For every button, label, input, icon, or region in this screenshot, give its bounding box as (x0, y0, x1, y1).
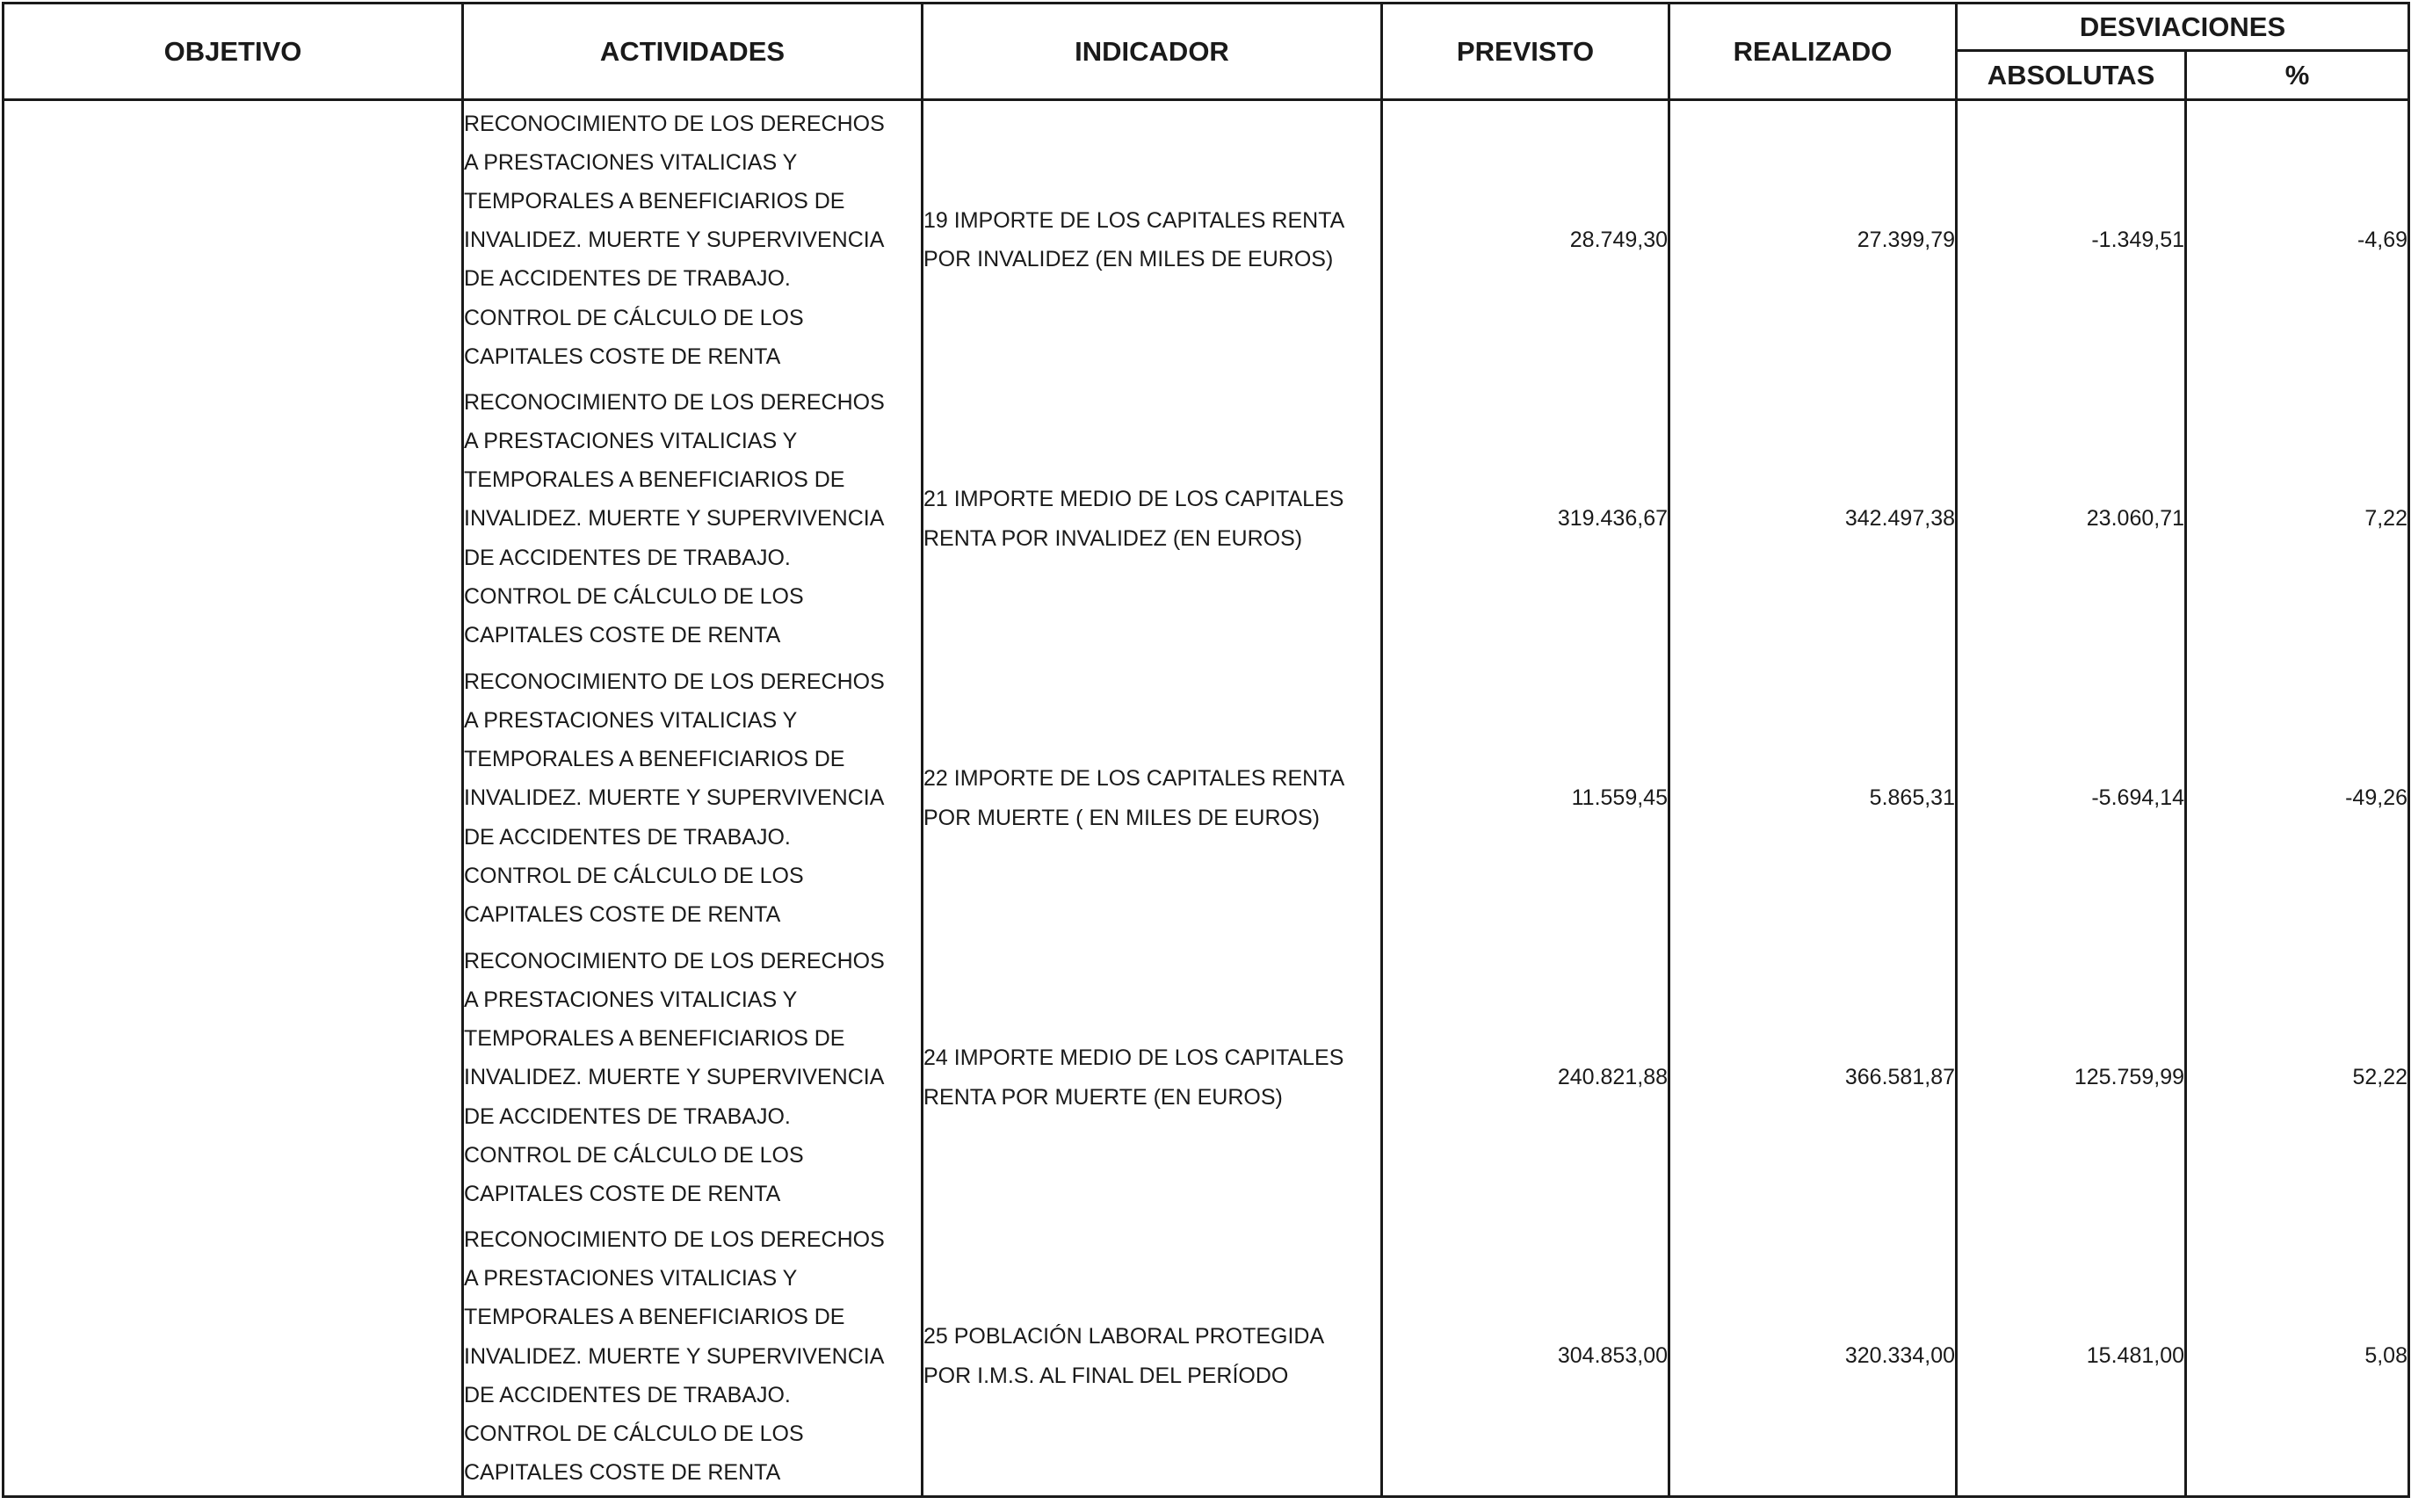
actividad-line: TEMPORALES A BENEFICIARIOS DE (464, 1026, 845, 1052)
table-row (4, 380, 2409, 659)
indicador-line: POR MUERTE ( EN MILES DE EUROS) (923, 805, 1320, 830)
actividad-line: DE ACCIDENTES DE TRABAJO. (464, 1103, 791, 1129)
actividad-line: DE ACCIDENTES DE TRABAJO. (464, 824, 791, 850)
header-realizado: REALIZADO (1669, 4, 1957, 100)
cell-indicador (923, 1218, 1382, 1497)
actividad-line: TEMPORALES A BENEFICIARIOS DE (464, 188, 845, 213)
cell-realizado: 27.399,79 (1669, 100, 1957, 380)
actividad-line: CAPITALES COSTE DE RENTA (464, 344, 781, 369)
indicador-line: RENTA POR INVALIDEZ (EN EUROS) (923, 525, 1303, 551)
cell-porcentaje: 5,08 (2186, 1218, 2409, 1497)
actividad-line: RECONOCIMIENTO DE LOS DERECHOS (464, 389, 885, 415)
actividad-line: TEMPORALES A BENEFICIARIOS DE (464, 747, 845, 772)
actividad-line: INVALIDEZ. MUERTE Y SUPERVIVENCIA (464, 785, 885, 811)
cell-porcentaje: 7,22 (2186, 380, 2409, 659)
header-absolutas: ABSOLUTAS (1957, 51, 2186, 100)
table-row (4, 659, 2409, 938)
actividad-line: A PRESTACIONES VITALICIAS Y (464, 149, 798, 175)
header-porcentaje: % (2186, 51, 2409, 100)
table-row (4, 938, 2409, 1218)
indicador-line: 24 IMPORTE MEDIO DE LOS CAPITALES (923, 1045, 1344, 1070)
cell-absolutas: 23.060,71 (1957, 380, 2186, 659)
cell-indicador (923, 659, 1382, 938)
actividad-line: TEMPORALES A BENEFICIARIOS DE (464, 1305, 845, 1330)
actividad-line: RECONOCIMIENTO DE LOS DERECHOS (464, 669, 885, 694)
actividad-line: INVALIDEZ. MUERTE Y SUPERVIVENCIA (464, 1343, 885, 1369)
cell-absolutas: 125.759,99 (1957, 938, 2186, 1218)
cell-objetivo (4, 659, 463, 938)
cell-actividad (463, 100, 923, 380)
cell-objetivo (4, 380, 463, 659)
actividad-line: DE ACCIDENTES DE TRABAJO. (464, 266, 791, 292)
header-previsto: PREVISTO (1382, 4, 1669, 100)
actividad-line: CONTROL DE CÁLCULO DE LOS (464, 305, 804, 330)
indicador-line: RENTA POR MUERTE (EN EUROS) (923, 1084, 1283, 1110)
cell-indicador (923, 938, 1382, 1218)
actividad-line: CONTROL DE CÁLCULO DE LOS (464, 1142, 804, 1168)
cell-actividad (463, 1218, 923, 1497)
actividad-line: CONTROL DE CÁLCULO DE LOS (464, 863, 804, 888)
cell-realizado: 366.581,87 (1669, 938, 1957, 1218)
actividad-line: CAPITALES COSTE DE RENTA (464, 1182, 781, 1206)
cell-absolutas: -5.694,14 (1957, 659, 2186, 938)
cell-realizado: 5.865,31 (1669, 659, 1957, 938)
header-actividades: ACTIVIDADES (463, 4, 923, 100)
actividad-line: CONTROL DE CÁLCULO DE LOS (464, 1422, 804, 1447)
table-header (4, 4, 2409, 100)
indicador-line: POR INVALIDEZ (EN MILES DE EUROS) (923, 247, 1334, 272)
cell-actividad (463, 659, 923, 938)
cell-porcentaje: -4,69 (2186, 100, 2409, 380)
actividad-line: RECONOCIMIENTO DE LOS DERECHOS (464, 1227, 885, 1253)
actividad-line: INVALIDEZ. MUERTE Y SUPERVIVENCIA (464, 228, 885, 253)
cell-objetivo (4, 1218, 463, 1497)
actividad-line: A PRESTACIONES VITALICIAS Y (464, 1266, 798, 1291)
actividad-line: A PRESTACIONES VITALICIAS Y (464, 428, 798, 453)
indicador-line: 22 IMPORTE DE LOS CAPITALES RENTA (923, 766, 1345, 791)
actividad-line: INVALIDEZ. MUERTE Y SUPERVIVENCIA (464, 506, 885, 532)
cell-indicador (923, 100, 1382, 380)
cell-previsto: 28.749,30 (1382, 100, 1669, 380)
cell-porcentaje: 52,22 (2186, 938, 2409, 1218)
table-body (4, 100, 2409, 1497)
indicador-line: 21 IMPORTE MEDIO DE LOS CAPITALES (923, 487, 1344, 511)
cell-realizado: 342.497,38 (1669, 380, 1957, 659)
actividad-line: CONTROL DE CÁLCULO DE LOS (464, 583, 804, 609)
table-row (4, 100, 2409, 380)
actividad-line: CAPITALES COSTE DE RENTA (464, 1460, 781, 1486)
cell-actividad (463, 380, 923, 659)
actividad-line: DE ACCIDENTES DE TRABAJO. (464, 545, 791, 570)
cell-absolutas: 15.481,00 (1957, 1218, 2186, 1497)
header-indicador: INDICADOR (923, 4, 1382, 100)
indicators-table (2, 2, 2410, 1498)
header-objetivo: OBJETIVO (4, 4, 463, 100)
cell-realizado: 320.334,00 (1669, 1218, 1957, 1497)
header-desviaciones: DESVIACIONES (1957, 4, 2409, 51)
cell-previsto: 240.821,88 (1382, 938, 1669, 1218)
actividad-line: INVALIDEZ. MUERTE Y SUPERVIVENCIA (464, 1065, 885, 1090)
cell-objetivo (4, 938, 463, 1218)
cell-previsto: 319.436,67 (1382, 380, 1669, 659)
actividad-line: RECONOCIMIENTO DE LOS DERECHOS (464, 948, 885, 973)
cell-previsto: 304.853,00 (1382, 1218, 1669, 1497)
actividad-line: CAPITALES COSTE DE RENTA (464, 902, 781, 927)
cell-indicador (923, 380, 1382, 659)
cell-actividad (463, 938, 923, 1218)
actividad-line: DE ACCIDENTES DE TRABAJO. (464, 1382, 791, 1407)
actividad-line: TEMPORALES A BENEFICIARIOS DE (464, 467, 845, 493)
actividad-line: A PRESTACIONES VITALICIAS Y (464, 987, 798, 1012)
actividad-line: RECONOCIMIENTO DE LOS DERECHOS (464, 111, 885, 136)
cell-porcentaje: -49,26 (2186, 659, 2409, 938)
cell-objetivo (4, 100, 463, 380)
indicador-line: 25 POBLACIÓN LABORAL PROTEGIDA (923, 1324, 1325, 1349)
cell-absolutas: -1.349,51 (1957, 100, 2186, 380)
indicador-line: POR I.M.S. AL FINAL DEL PERÍODO (923, 1363, 1289, 1388)
actividad-line: CAPITALES COSTE DE RENTA (464, 623, 781, 647)
cell-previsto: 11.559,45 (1382, 659, 1669, 938)
actividad-line: A PRESTACIONES VITALICIAS Y (464, 707, 798, 733)
indicador-line: 19 IMPORTE DE LOS CAPITALES RENTA (923, 207, 1345, 233)
table-row (4, 1218, 2409, 1497)
